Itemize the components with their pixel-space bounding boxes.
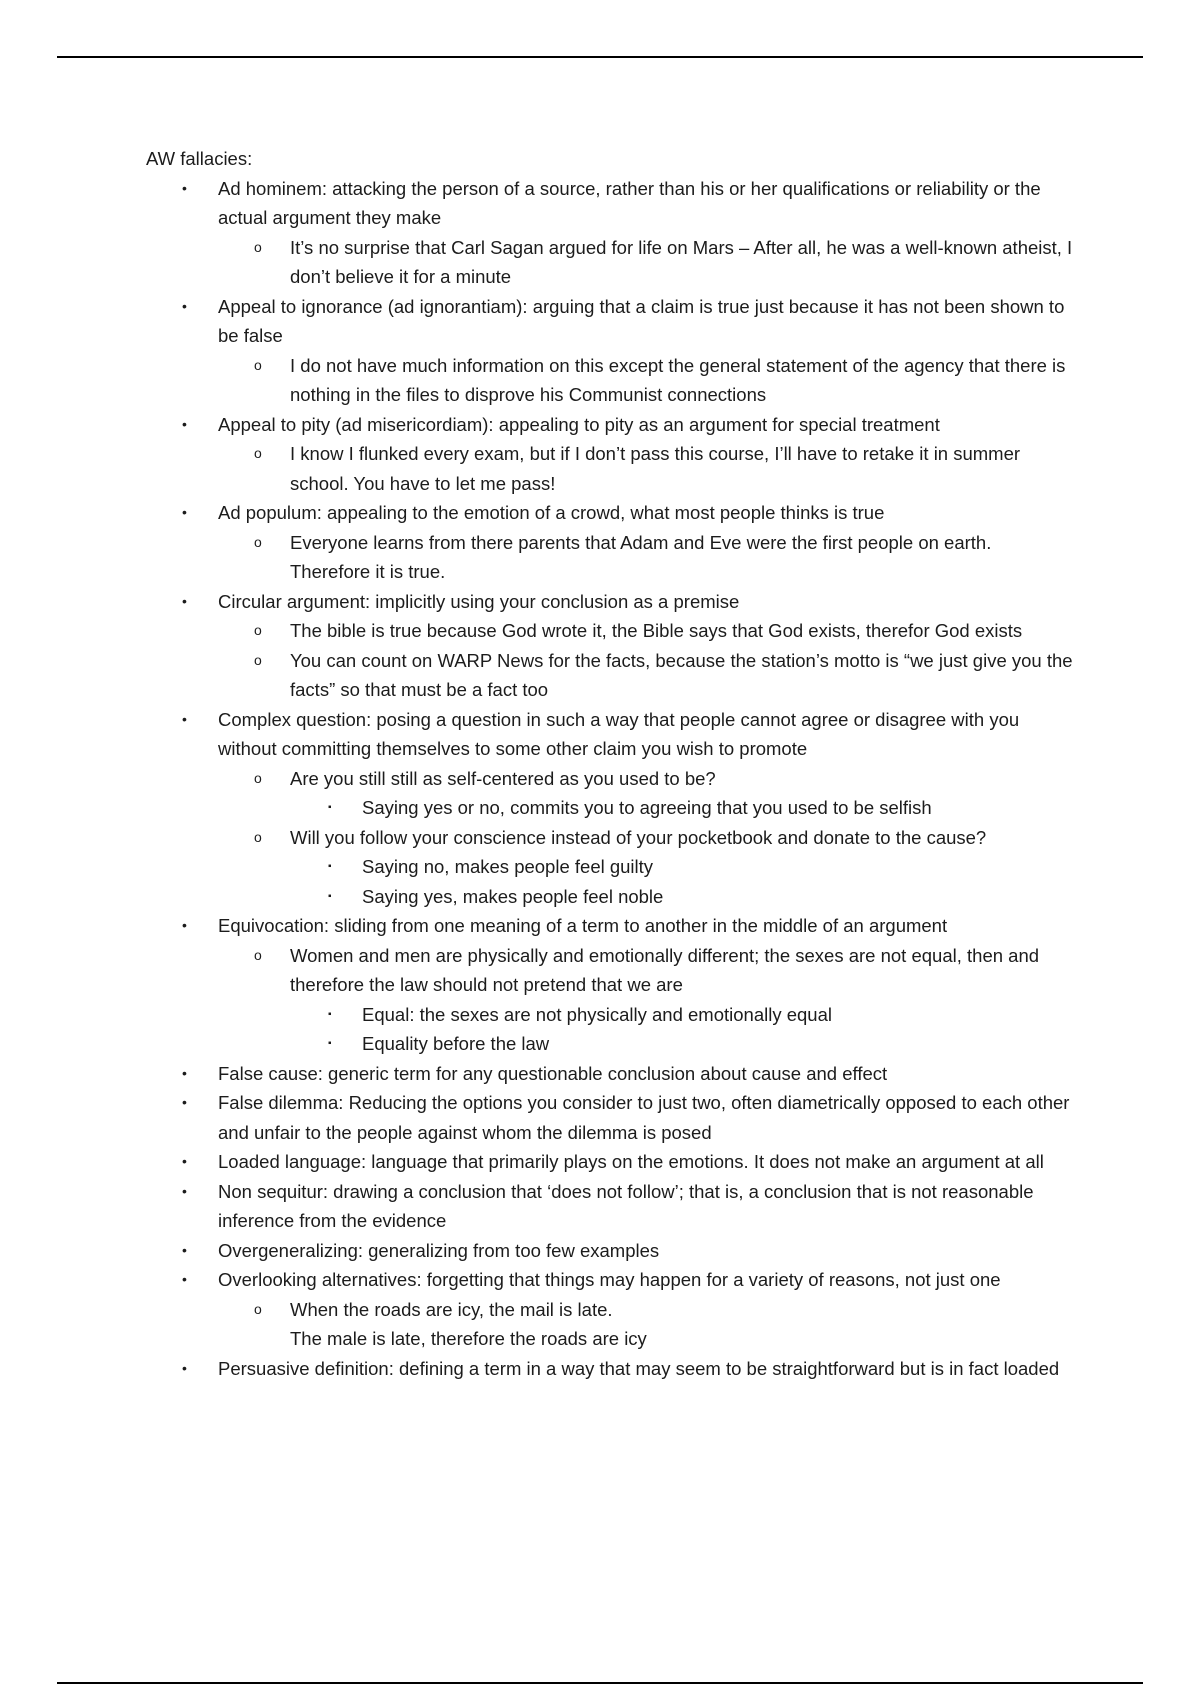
fallacy-item [146, 1236, 1076, 1266]
bullet-icon: • [182, 415, 187, 432]
note-item [290, 1029, 1076, 1059]
example-text: I do not have much information on this except the general statement of the agency that there is nothing in the files to disprove his Communist connections [290, 354, 1066, 405]
example-list [218, 616, 1076, 705]
fallacy-item [146, 1265, 1076, 1354]
fallacy-item [146, 1059, 1076, 1089]
square-bullet-icon: ▪ [328, 890, 332, 902]
fallacy-item [146, 1147, 1076, 1177]
bullet-icon: • [182, 917, 187, 933]
example-text: I know I flunked every exam, but if I don’t pass this course, I’ll have to retake it in summer school. You have to let me pass! [290, 443, 1021, 494]
example-text: It’s no surprise that Carl Sagan argued for life on Mars – After all, he was a well-known atheist, I don’t believe it for a minute [290, 236, 1073, 287]
fallacy-item [146, 1088, 1076, 1147]
bullet-icon: • [182, 1241, 187, 1258]
bullet-icon: • [182, 1153, 187, 1169]
circle-bullet-icon: o [254, 356, 262, 373]
note-item [290, 1000, 1076, 1030]
example-item [218, 528, 1076, 587]
document-body [146, 144, 1076, 1383]
note-list [290, 793, 1076, 823]
fallacy-item [146, 410, 1076, 499]
example-text: You can count on WARP News for the facts, because the station’s motto is “we just give you the facts” so that must be a fact too [290, 649, 1073, 700]
fallacy-text: False dilemma: Reducing the options you consider to just two, often diametrically opposed to each other and unfair to the people against whom the dilemma is posed [218, 1092, 1070, 1143]
fallacy-item [146, 174, 1076, 292]
bullet-icon: • [182, 1094, 187, 1110]
fallacy-text: Ad hominem: attacking the person of a source, rather than his or her qualifications or reliability or the actual argument they make [218, 177, 1041, 228]
fallacy-item [146, 292, 1076, 410]
note-text: Equality before the law [362, 1033, 550, 1054]
fallacy-item [146, 1177, 1076, 1236]
circle-bullet-icon: o [254, 1300, 262, 1317]
circle-bullet-icon: o [254, 828, 262, 845]
example-list [218, 351, 1076, 410]
note-text: Equal: the sexes are not physically and emotionally equal [362, 1003, 832, 1025]
bullet-icon: • [182, 1182, 187, 1199]
example-list [218, 941, 1076, 1059]
example-item [218, 764, 1076, 823]
fallacy-text: Circular argument: implicitly using your conclusion as a premise [218, 590, 740, 612]
note-list [290, 852, 1076, 911]
example-item [218, 616, 1076, 646]
bullet-icon: • [182, 592, 187, 609]
example-list [218, 233, 1076, 292]
circle-bullet-icon: o [254, 651, 262, 668]
bullet-icon: • [182, 1064, 187, 1081]
fallacy-text: Appeal to ignorance (ad ignorantiam): arguing that a claim is true just because it has not been shown to be false [218, 295, 1065, 346]
note-item [290, 882, 1076, 912]
fallacy-list [146, 174, 1076, 1384]
fallacy-item [146, 498, 1076, 587]
example-text: Are you still still as self-centered as you used to be? [290, 767, 716, 789]
circle-bullet-icon: o [254, 622, 262, 638]
square-bullet-icon: ▪ [328, 802, 332, 813]
fallacy-text: Overgeneralizing: generalizing from too few examples [218, 1239, 660, 1261]
footer-rule [57, 1682, 1143, 1684]
example-text: The bible is true because God wrote it, the Bible says that God exists, therefor God exists [290, 620, 1023, 641]
circle-bullet-icon: o [254, 533, 262, 550]
example-list [218, 528, 1076, 587]
example-item [218, 233, 1076, 292]
fallacy-item [146, 1354, 1076, 1384]
example-list [218, 764, 1076, 912]
note-text: Saying yes, makes people feel noble [362, 885, 664, 907]
fallacy-text: False cause: generic term for any questionable conclusion about cause and effect [218, 1062, 888, 1084]
example-text: Will you follow your conscience instead of your pocketbook and donate to the cause? [290, 826, 987, 848]
fallacy-text: Loaded language: language that primarily plays on the emotions. It does not make an argument at all [218, 1151, 1044, 1172]
fallacy-text: Ad populum: appealing to the emotion of a crowd, what most people thinks is true [218, 502, 885, 523]
example-text: Women and men are physically and emotionally different; the sexes are not equal, then and therefore the law should not pretend that we are [290, 944, 1040, 995]
square-bullet-icon: ▪ [328, 1038, 332, 1049]
example-text: When the roads are icy, the mail is late. [290, 1298, 613, 1320]
circle-bullet-icon: o [254, 238, 262, 255]
fallacy-item [146, 587, 1076, 705]
square-bullet-icon: ▪ [328, 1008, 332, 1020]
circle-bullet-icon: o [254, 769, 262, 786]
example-continuation: The male is late, therefore the roads are icy [290, 1328, 647, 1349]
note-item [290, 852, 1076, 882]
circle-bullet-icon: o [254, 445, 262, 461]
example-item [218, 646, 1076, 705]
example-item [218, 1295, 1076, 1354]
document-heading: AW fallacies: [146, 148, 253, 169]
example-item [218, 823, 1076, 912]
fallacy-text: Persuasive definition: defining a term in a way that may seem to be straightforward but is in fact loaded [218, 1357, 1060, 1379]
square-bullet-icon: ▪ [328, 861, 332, 872]
bullet-icon: • [182, 1271, 187, 1287]
note-text: Saying yes or no, commits you to agreeing that you used to be selfish [362, 797, 932, 818]
fallacy-item [146, 705, 1076, 912]
fallacy-text: Equivocation: sliding from one meaning of a term to another in the middle of an argument [218, 915, 948, 936]
bullet-icon: • [182, 179, 187, 196]
example-list [218, 1295, 1076, 1354]
fallacy-item [146, 911, 1076, 1059]
bullet-icon: • [182, 1359, 187, 1376]
bullet-icon: • [182, 504, 187, 520]
example-item [218, 351, 1076, 410]
note-text: Saying no, makes people feel guilty [362, 856, 654, 877]
bullet-icon: • [182, 297, 187, 314]
example-item [218, 439, 1076, 498]
note-item [290, 793, 1076, 823]
example-list [218, 439, 1076, 498]
header-rule [57, 56, 1143, 58]
fallacy-text: Overlooking alternatives: forgetting that things may happen for a variety of reasons, not just one [218, 1269, 1001, 1290]
fallacy-text: Non sequitur: drawing a conclusion that ‘does not follow’; that is, a conclusion that is not reasonable inference from the evidence [218, 1180, 1034, 1231]
note-list [290, 1000, 1076, 1059]
bullet-icon: • [182, 710, 187, 727]
example-text: Everyone learns from there parents that Adam and Eve were the first people on earth. Therefore it is true. [290, 531, 992, 582]
circle-bullet-icon: o [254, 946, 262, 963]
fallacy-text: Complex question: posing a question in such a way that people cannot agree or disagree with you without committing themselves to some other claim you wish to promote [218, 708, 1020, 759]
fallacy-text: Appeal to pity (ad misericordiam): appealing to pity as an argument for special treatment [218, 413, 940, 435]
example-item [218, 941, 1076, 1059]
